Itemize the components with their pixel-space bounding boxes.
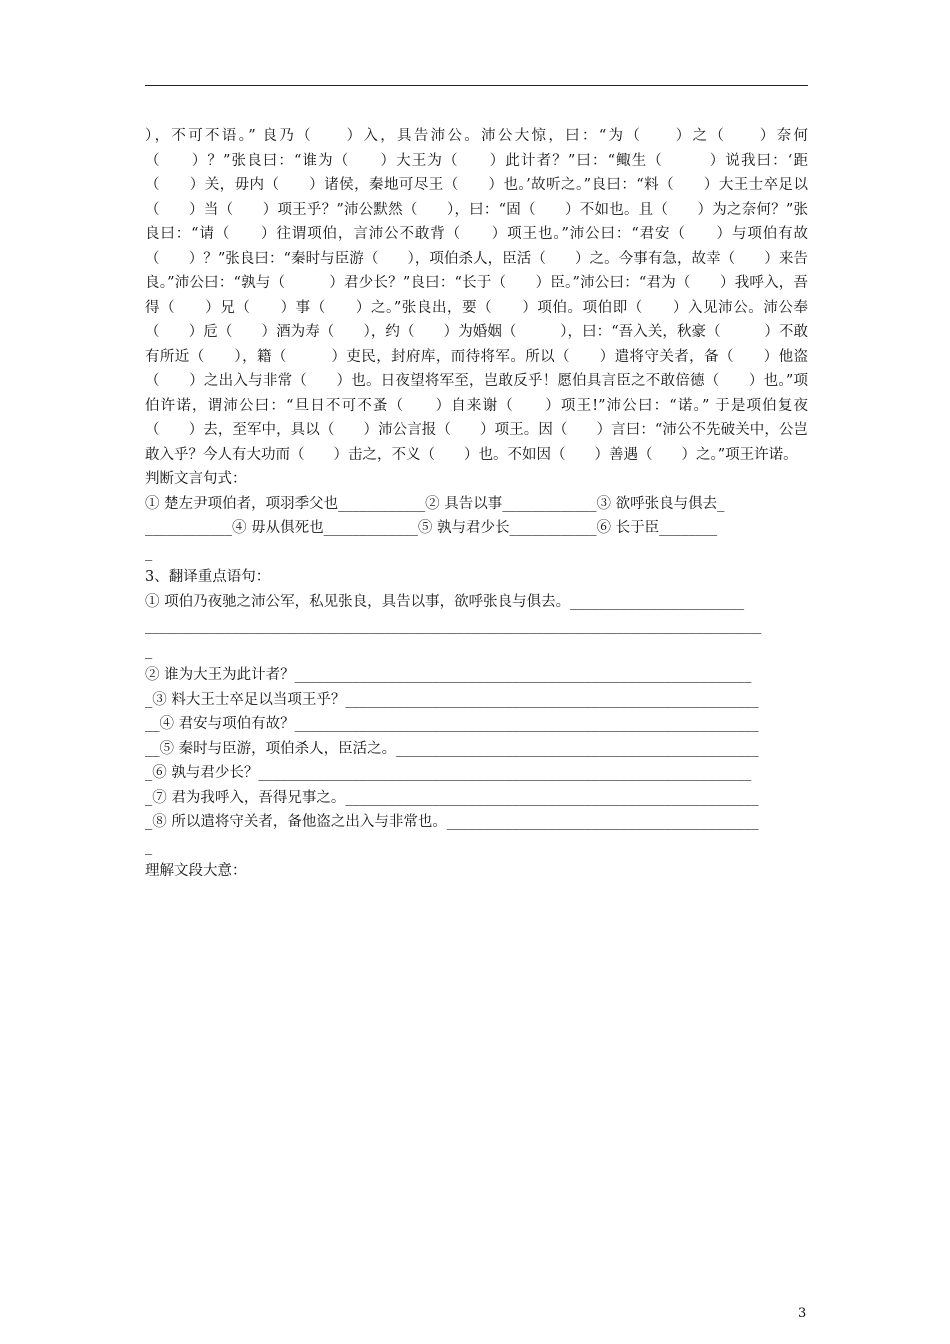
summary-heading: 理解文段大意： [145, 863, 247, 879]
translation-heading: 3、翻译重点语句： [145, 569, 271, 585]
translation-line: _ [145, 642, 153, 659]
translation-line: __④ 君安与项伯有故？________________________________________________________________ [145, 716, 759, 732]
translation-line: _③ 料大王士卒足以当项王乎？_________________________________________________________ [145, 691, 759, 708]
translation-line: _⑧ 所以遣将守关者，备他盗之出入与非常也。___________________________________________ [145, 814, 759, 830]
content [145, 124, 808, 884]
passage-text: ），不可不语。” 良乃（ ）入，具告沛公。沛公大惊，曰：“为（ ）之（ ）奈何（ ）？”张良曰：“谁为（ ）大王为（ ）此计者？”曰：“鲰生（ ）说我曰：‘距（ ）关，毋内（ ）诸侯，秦地可尽王（ ）也。’故听之。”良曰：“料（ ）大王士卒足以（ ）当（ ）项王乎？”沛公默然（ ），曰：“固（ ）不如也。且（ ）为之奈何？”张良曰：“请（ ）往谓项伯，言沛公不敢背（ ）项王也。”沛公曰：“君安（ ）与项伯有故（ ）？”张良曰：“秦时与臣游（ ），项伯杀人，臣活（ ）之。今事有急，故幸（ ）来告良。”沛公曰：“孰与（ ）君少长？”良曰：“长于（ ）臣。”沛公曰：“君为（ ）我呼入，吾得（ ）兄（ ）事（ ）之。”张良出，要（ ）项伯。项伯即（ ）入见沛公。沛公奉（ ）卮（ ）酒为寿（ ），约（ ）为婚姻（ ），曰：“吾入关，秋豪（ ）不敢有所近（ ），籍（ ）吏民，封府库，而待将军。所以（ ）遣将守关者，备（ ）他盗（ ）之出入与非常（ ）也。日夜望将军至，岂敢反乎！愿伯具言臣之不敢倍德（ ）也。”项伯许诺，谓沛公曰：“旦日不可不蚤（ ）自来谢（ ）项王!”沛公曰：“诺。” 于是项伯复夜（ ）去，至军中，具以（ ）沛公言报（ ）项王。因（ ）言曰：“沛公不先破关中，公岂敢入乎？今人有大功而（ ）击之，不义（ ）也。不如因（ ）善遇（ ）之。”项王许诺。 [145, 128, 808, 463]
translation-line: _ [145, 838, 153, 855]
judgment-line: _ [145, 544, 153, 561]
translation-line: _⑥ 孰与君少长？____________________________________________________________________ [145, 765, 752, 781]
translation-line: ① 项伯乃夜驰之沛公军，私见张良，具告以事，欲呼张良与俱去。________________________ [145, 593, 745, 610]
judgment-heading: 判断文言句式： [145, 471, 247, 487]
judgment-line: ____________④ 毋从俱死也_____________⑤ 孰与君少长____________⑥ 长于臣________ [145, 520, 718, 536]
judgment-line: ① 楚左尹项伯者，项羽季父也____________② 具告以事_____________③ 欲呼张良与俱去_ [145, 495, 725, 512]
translation-line: __⑤ 秦时与臣游，项伯杀人，臣活之。__________________________________________________ [145, 740, 759, 757]
page-number: 3 [798, 1306, 807, 1321]
translation-line: ② 谁为大王为此计者？_______________________________________________________________ [145, 667, 752, 683]
translation-line: _____________________________________________________________________________________ [145, 618, 762, 634]
header-rule [145, 85, 808, 86]
translation-line: _⑦ 君为我呼入，吾得兄事之。_________________________________________________________ [145, 789, 759, 806]
